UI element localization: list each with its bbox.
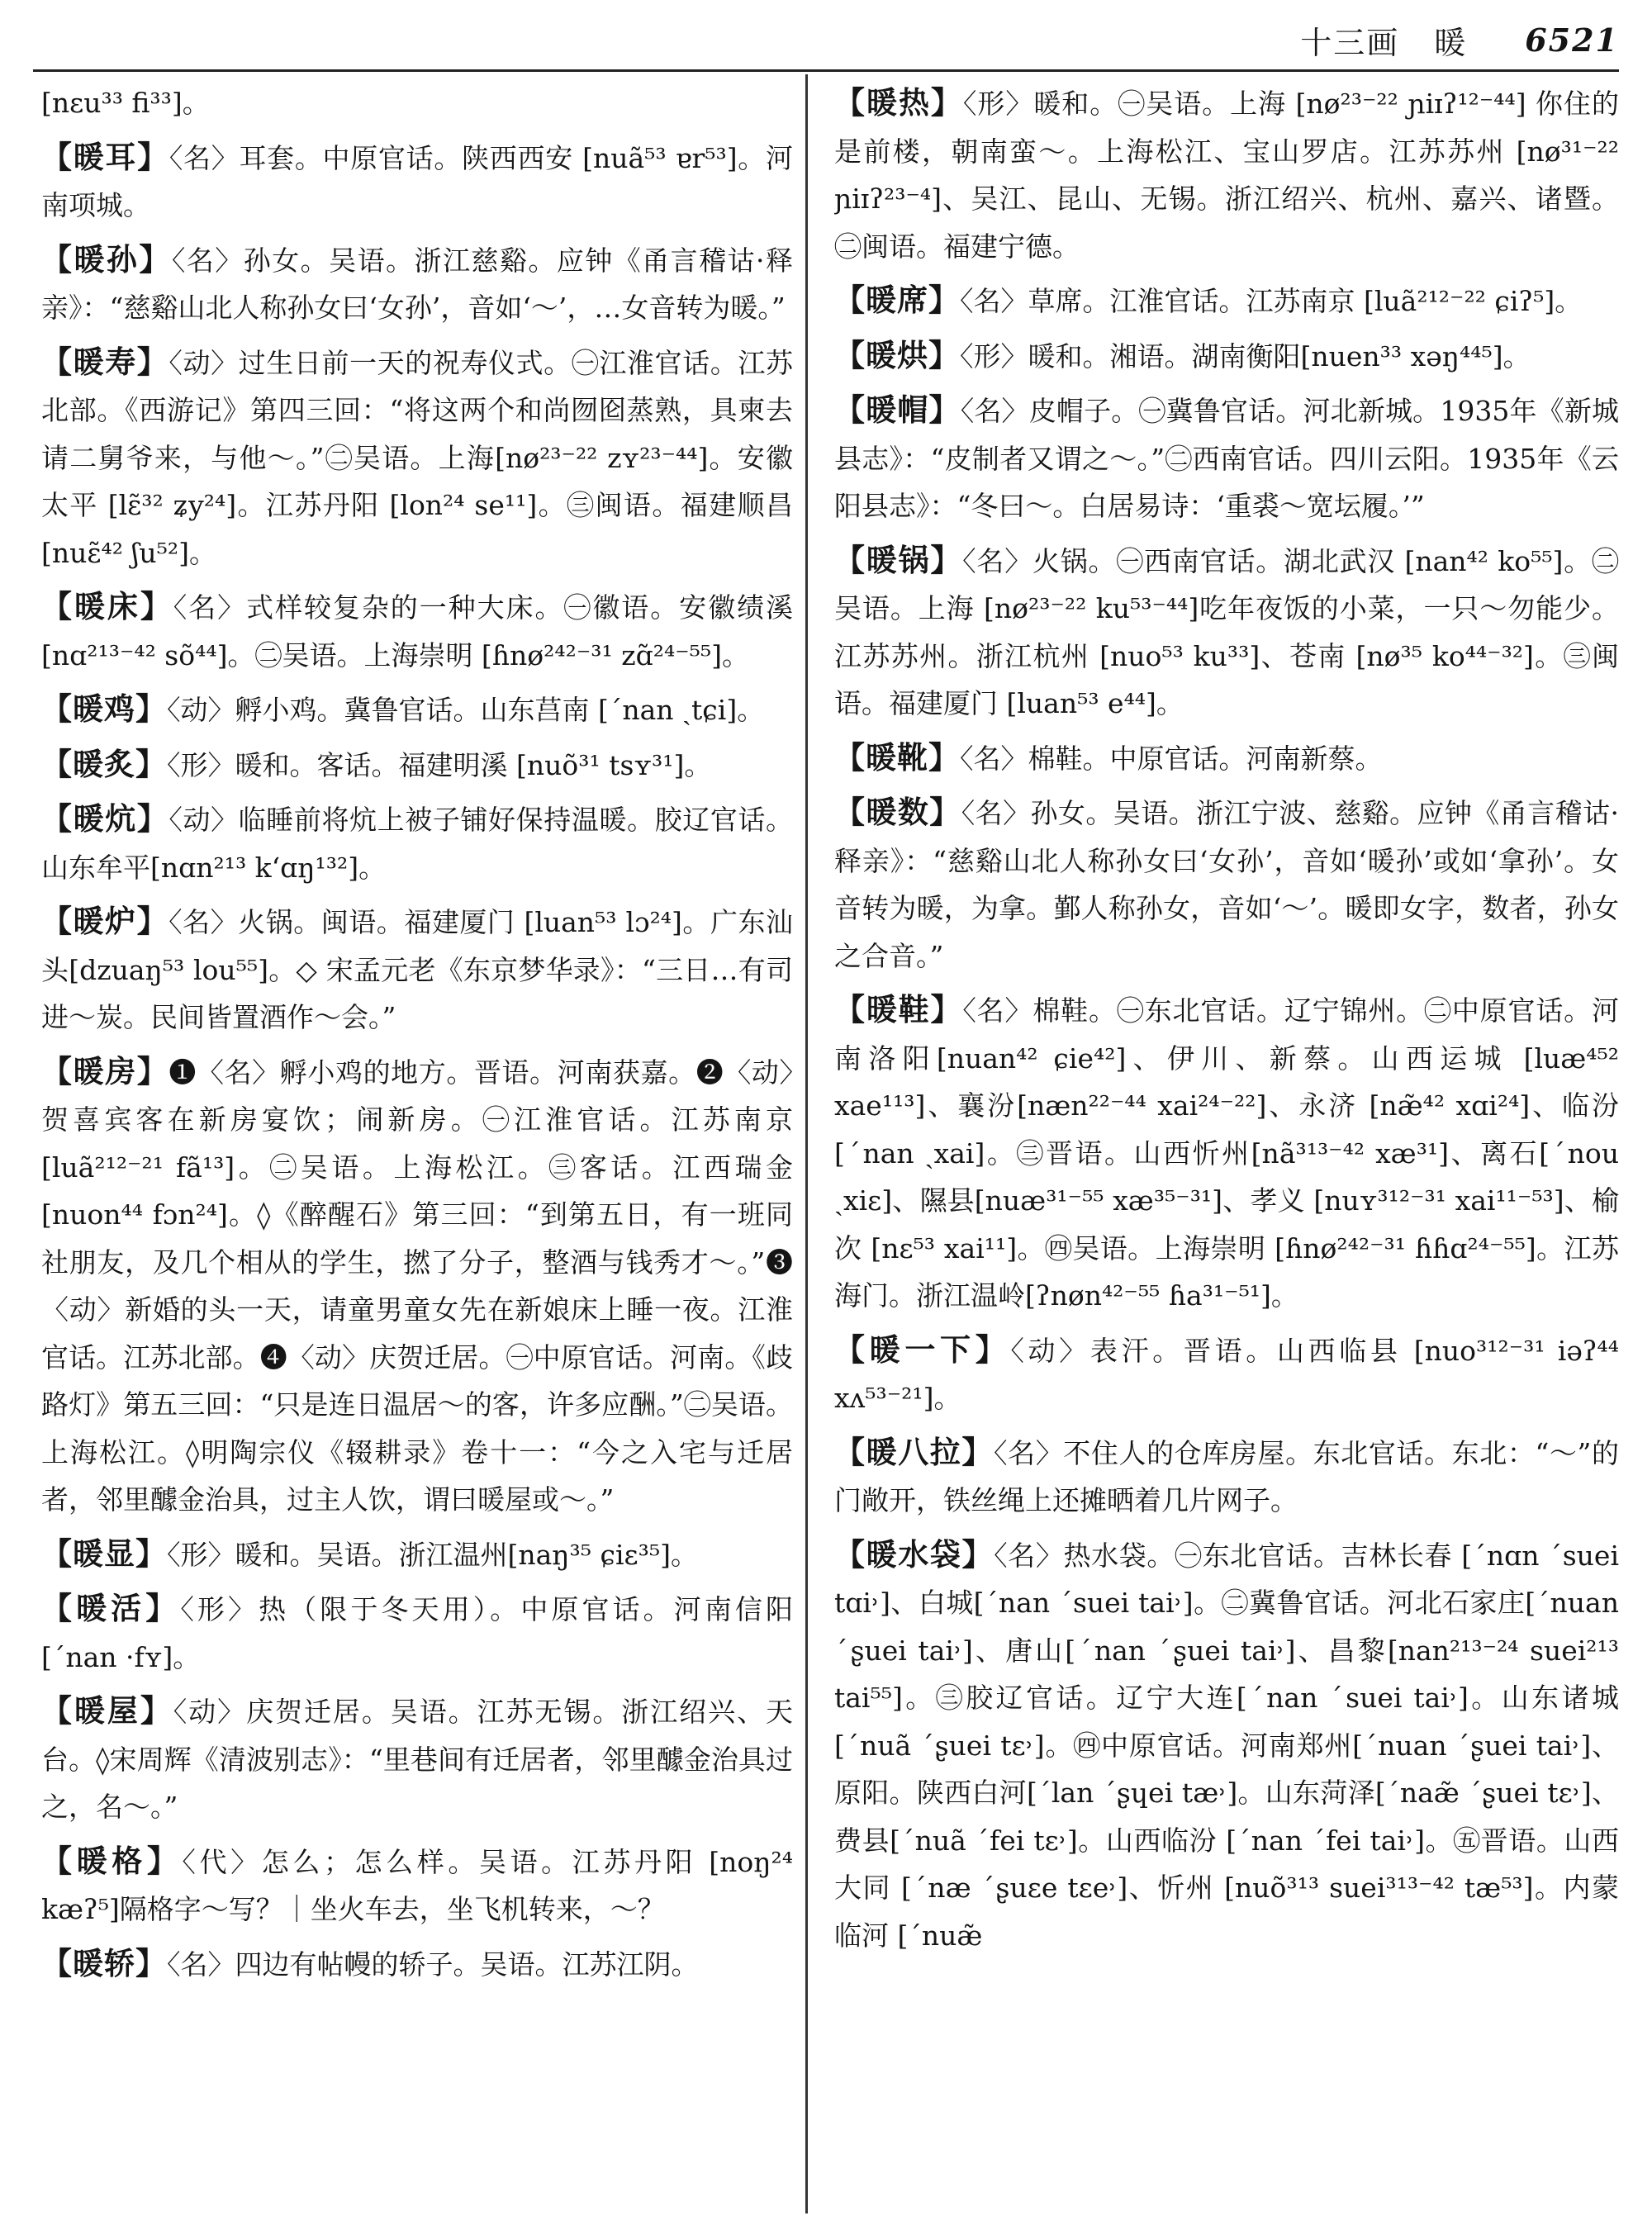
left-column (41, 79, 793, 2218)
page-number: 6521 (1525, 21, 1619, 59)
continuation-text: [nɛu³³ fi³³]。 (41, 87, 210, 119)
entry-headword: 【暖格】 (41, 1842, 183, 1879)
entry-definition: 〈动〉过生日前一天的祝寿仪式。㊀江淮官话。江苏北部。《西游记》第四三回：“将这两个和尚囫囵蒸熟，具柬去请二舅爷来，与他～。”㊁吴语。上海[nø²³⁻²² zʏ²³⁻⁴⁴]。安徽太平 [lɛ̃³² ʑy²⁴]。江苏丹阳 [lon²⁴ se¹¹]。㊂闽语。福建顺昌 [nuɛ̃⁴² ʃu⁵²]。 (41, 346, 793, 569)
entry-definition: 〈名〉孙女。吴语。浙江慈谿。应钟《甬言稽诂·释亲》：“慈谿山北人称孙女曰‘女孙’，音如‘～’，…女音转为暖。” (41, 244, 793, 324)
entry-definition: 〈名〉不住人的仓库房屋。东北官话。东北：“～”的门敞开，铁丝绳上还摊晒着几片网子。 (834, 1436, 1619, 1516)
left-entry-list (41, 134, 793, 1989)
dictionary-entry (834, 1429, 1619, 1525)
entry-definition: 〈名〉耳套。中原官话。陕西西安 [nuã⁵³ ɐr⁵³]。河南项城。 (41, 141, 793, 221)
dictionary-entry (834, 1531, 1619, 1960)
entry-definition: 〈形〉暖和。吴语。浙江温州[naŋ³⁵ ɕiɛ³⁵]。 (167, 1538, 698, 1571)
dictionary-entry (41, 686, 793, 734)
entry-headword: 【暖显】 (41, 1535, 167, 1572)
entry-headword: 【暖活】 (41, 1590, 181, 1626)
head-character: 暖 (1434, 24, 1468, 61)
entry-definition: 〈名〉皮帽子。㊀冀鲁官话。河北新城。1935年《新城县志》：“皮制者又谓之～。”㊁西南官话。四川云阳。1935年《云阳县志》：“冬曰～。白居易诗：‘重裘～宽坛履。’” (834, 395, 1619, 522)
entry-definition: ❶〈名〉孵小鸡的地方。晋语。河南获嘉。❷〈动〉贺喜宾客在新房宴饮；闹新房。㊀江淮官话。江苏南京 [luã²¹²⁻²¹ fã¹³]。㊁吴语。上海松江。㊂客话。江西瑞金[nuon⁴⁴ fɔn²⁴]。◊《醉醒石》第三回：“到第五日，有一班同社朋友，及几个相从的学生，撚了分子，整酒与钱秀才～。”❸〈动〉新婚的头一天，请童男童女先在新娘床上睡一夜。江淮官话。江苏北部。❹〈动〉庆贺迁居。㊀中原官话。河南。《歧路灯》第五三回：“只是连日温居～的客，许多应酬。”㊁吴语。上海松江。◊明陶宗仪《辍耕录》卷十一：“今之入宅与迁居者，邻里醵金治具，过主人饮，谓曰暖屋或～。” (41, 1056, 793, 1516)
entry-headword: 【暖热】 (834, 84, 963, 121)
dictionary-entry (41, 583, 793, 679)
entry-headword: 【暖炙】 (41, 745, 167, 782)
right-entry-list (834, 79, 1619, 1959)
entry-definition: 〈名〉四边有帖幔的轿子。吴语。江苏江阴。 (167, 1948, 699, 1981)
dictionary-entry (834, 986, 1619, 1320)
entry-headword: 【暖房】 (41, 1052, 169, 1089)
dictionary-entry (41, 1530, 793, 1579)
entry-definition: 〈动〉孵小鸡。冀鲁官话。山东莒南 [ˊnan ˏtɕi]。 (167, 694, 765, 726)
entry-definition: 〈动〉庆贺迁居。吴语。江苏无锡。浙江绍兴、天台。◊宋周辉《清波别志》：“里巷间有迁居者，邻里醵金治具过之，名～。” (41, 1696, 793, 1823)
dictionary-entry (41, 741, 793, 790)
entry-definition: 〈名〉孙女。吴语。浙江宁波、慈谿。应钟《甬言稽诂·释亲》：“慈谿山北人称孙女曰‘女孙’，音如‘暖孙’或如‘拿孙’。女音转为暖，为拿。鄞人称孙女，音如‘～’。暖即女字，数者，孙女之合音。” (834, 797, 1619, 972)
entry-headword: 【暖靴】 (834, 738, 960, 776)
entry-definition: 〈形〉热（限于冬天用）。中原官话。河南信阳 [ˊnan ·fʏ]。 (41, 1593, 793, 1673)
entry-definition: 〈形〉暖和。㊀吴语。上海 [nø²³⁻²² ɲiɪʔ¹²⁻⁴⁴] 你住的是前楼，朝南蛮～。上海松江、宝山罗店。江苏苏州 [nø³¹⁻²² ɲiɪʔ²³⁻⁴]、吴江、昆山、无锡。浙江绍兴、杭州、嘉兴、诸暨。㊁闽语。福建宁德。 (834, 88, 1619, 263)
entry-headword: 【暖鞋】 (834, 991, 963, 1027)
dictionary-entry (834, 537, 1619, 728)
dictionary-entry (834, 277, 1619, 325)
entry-headword: 【暖屋】 (41, 1692, 173, 1729)
dictionary-entry (834, 79, 1619, 270)
entry-headword: 【暖烘】 (834, 336, 960, 373)
header-rule (33, 69, 1619, 72)
dictionary-entry (834, 1326, 1619, 1422)
dictionary-entry (834, 734, 1619, 783)
right-column (834, 79, 1619, 2218)
entry-headword: 【暖孙】 (41, 240, 172, 278)
entry-definition: 〈名〉棉鞋。㊀东北官话。辽宁锦州。㊁中原官话。河南洛阳[nuan⁴² ɕie⁴²]、伊川、新蔡。山西运城 [luæ⁴⁵² xae¹¹³]、襄汾[næn²²⁻⁴⁴ xai²⁴⁻²²]、永济 [næ̃⁴² xɑi²⁴]、临汾 [ˊnan ˏxai]。㊂晋语。山西忻州[nã³¹³⁻⁴² xæ³¹]、离石[ˊnou ˏxiɛ]、隰县[nuæ³¹⁻⁵⁵ xæ³⁵⁻³¹]、孝义 [nuʏ³¹²⁻³¹ xai¹¹⁻⁵³]、榆次 [nɛ⁵³ xai¹¹]。㊃吴语。上海崇明 [ɦnø²⁴²⁻³¹ ɦɦɑ²⁴⁻⁵⁵]。江苏海门。浙江温岭[ʔnøn⁴²⁻⁵⁵ ɦa³¹⁻⁵¹]。 (834, 994, 1619, 1312)
entry-headword: 【暖锅】 (834, 541, 963, 578)
entry-headword: 【暖席】 (834, 282, 960, 318)
entry-definition: 〈名〉棉鞋。中原官话。河南新蔡。 (960, 742, 1383, 775)
dictionary-entry (41, 1940, 793, 1989)
dictionary-entry (41, 134, 793, 230)
column-divider (805, 74, 808, 2213)
entry-headword: 【暖水袋】 (834, 1535, 995, 1573)
entry-headword: 【暖耳】 (41, 138, 169, 175)
dictionary-entry (834, 789, 1619, 980)
entry-headword: 【暖床】 (41, 588, 173, 624)
entry-definition: 〈名〉火锅。闽语。福建厦门 [luan⁵³ lɔ²⁴]。广东汕头[dzuaŋ⁵³ lou⁵⁵]。◇ 宋孟元老《东京梦华录》：“三日…有司进～炭。民间皆置酒作～会。” (41, 906, 793, 1033)
entry-headword: 【暖鸡】 (41, 690, 167, 727)
dictionary-entry (41, 795, 793, 891)
entry-headword: 【暖寿】 (41, 343, 169, 380)
entry-definition: 〈名〉式样较复杂的一种大床。㊀徽语。安徽绩溪[nɑ²¹³⁻⁴² sõ⁴⁴]。㊁吴语。上海崇明 [ɦnø²⁴²⁻³¹ zɑ̃²⁴⁻⁵⁵]。 (41, 591, 793, 671)
entry-definition: 〈形〉暖和。湘语。湖南衡阳[nuen³³ xəŋ⁴⁴⁵]。 (960, 339, 1531, 372)
dictionary-entry (41, 898, 793, 1041)
entry-definition: 〈名〉草席。江淮官话。江苏南京 [luã²¹²⁻²² ɕiʔ⁵]。 (960, 285, 1583, 317)
dictionary-entry (834, 332, 1619, 381)
entry-headword: 【暖帽】 (834, 391, 961, 428)
dictionary-entry (41, 236, 793, 332)
entry-definition: 〈动〉表汗。晋语。山西临县 [nuo³¹²⁻³¹ iəʔ⁴⁴ xʌ⁵³⁻²¹]。 (834, 1334, 1619, 1414)
dictionary-entry (41, 1048, 793, 1524)
section-label: 十三画 (1300, 24, 1400, 61)
dictionary-entry (41, 339, 793, 577)
dictionary-entry (41, 1838, 793, 1933)
entry-headword: 【暖八拉】 (834, 1433, 994, 1470)
page-header (50, 15, 1619, 64)
entry-definition: 〈代〉怎么；怎么样。吴语。江苏丹阳 [noŋ²⁴ kæʔ⁵]隔格字～写？｜坐火车去，坐飞机转来，～？ (41, 1845, 793, 1925)
entry-headword: 【暖炕】 (41, 800, 169, 837)
entry-headword: 【暖数】 (834, 794, 961, 830)
entry-headword: 【暖轿】 (41, 1944, 167, 1981)
entry-definition: 〈动〉临睡前将炕上被子铺好保持温暖。胶辽官话。山东牟平[nɑn²¹³ kʻɑŋ¹³²]。 (41, 804, 793, 884)
entry-definition: 〈名〉火锅。㊀西南官话。湖北武汉 [nan⁴² ko⁵⁵]。㊁吴语。上海 [nø²³⁻²² ku⁵³⁻⁴⁴]吃年夜饭的小菜，一只～勿能少。江苏苏州。浙江杭州 [nuo⁵³ ku³³]、苍南 [nø³⁵ ko⁴⁴⁻³²]。㊂闽语。福建厦门 [luan⁵³ e⁴⁴]。 (834, 544, 1619, 719)
entry-definition: 〈形〉暖和。客话。福建明溪 [nuõ³¹ tsʏ³¹]。 (167, 748, 712, 781)
entry-definition: 〈名〉热水袋。㊀东北官话。吉林长春 [ˊnɑn ˊsuei tɑi˒]、白城[ˊnan ˊsuei tai˒]。㊁冀鲁官话。河北石家庄[ˊnuan ˊʂuei tai˒]、唐山[ˊnan ˊʂuei tai˒]、昌黎[nan²¹³⁻²⁴ suei²¹³ tai⁵⁵]。㊂胶辽官话。辽宁大连[ˊnan ˊsuei tai˒]。山东诸城[ˊnuã ˊʂuei tɛ˒]。㊃中原官话。河南郑州[ˊnuan ˊʂuei tai˒]、原阳。陕西白河[ˊlan ˊʂɥei tæ˒]。山东菏泽[ˊnaæ̃ ˊʂuei tɛ˒]、费县[ˊnuã ˊfei tɛ˒]。山西临汾 [ˊnan ˊfei tai˒]。㊄晋语。山西大同 [ˊnæ ˊʂuɛe tɛe˒]、忻州 [nuõ³¹³ suei³¹³⁻⁴² tæ⁵³]。内蒙临河 [ˊnuæ̃ (834, 1539, 1619, 1952)
dictionary-entry (41, 1585, 793, 1681)
entry-headword: 【暖炉】 (41, 903, 169, 939)
dictionary-entry (834, 387, 1619, 530)
entry-headword: 【暖一下】 (834, 1331, 1011, 1368)
dictionary-entry (41, 1687, 793, 1831)
